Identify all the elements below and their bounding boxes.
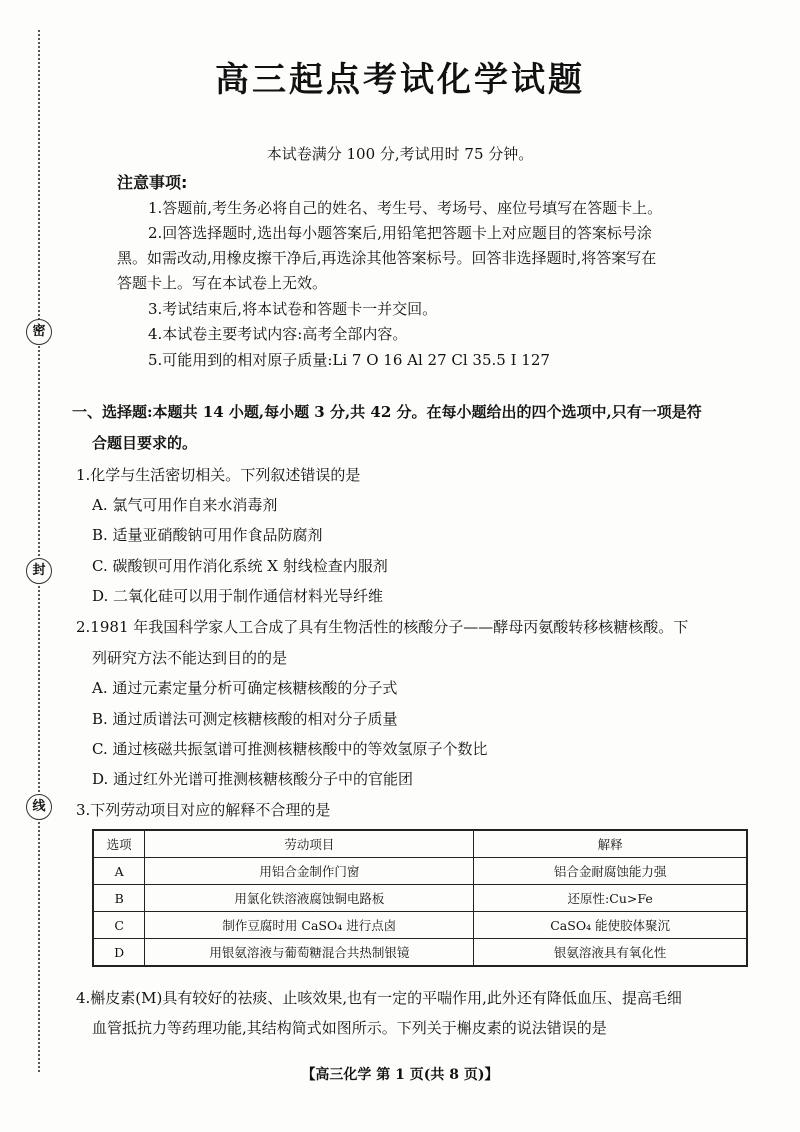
note-line: 5.可能用到的相对原子质量:Li 7 O 16 Al 27 Cl 35.5 I 127 xyxy=(148,351,550,369)
seal-mi: 密 xyxy=(26,319,52,345)
table-cell: 用银氨溶液与葡萄糖混合共热制银镜 xyxy=(145,939,474,967)
table-cell: 银氨溶液具有氧化性 xyxy=(474,939,747,967)
question-3-stem: 3.下列劳动项目对应的解释不合理的是 xyxy=(76,801,331,819)
page-title: 高三起点考试化学试题 xyxy=(215,60,585,100)
table-cell: C xyxy=(93,912,145,939)
seal-feng: 封 xyxy=(26,558,52,584)
table-header: 解释 xyxy=(474,830,747,858)
page-footer: 【高三化学 第 1 页(共 8 页)】 xyxy=(301,1067,499,1083)
section-heading-cont: 合题目要求的。 xyxy=(92,434,198,452)
table-cell: A xyxy=(93,858,145,885)
question-1-option-a: A. 氯气可用作自来水消毒剂 xyxy=(92,496,278,514)
question-4-stem: 4.槲皮素(M)具有较好的祛痰、止咳效果,也有一定的平喘作用,此外还有降低血压、提高毛细 xyxy=(76,989,682,1007)
table-cell: CaSO₄ 能使胶体聚沉 xyxy=(474,912,747,939)
table-cell: 制作豆腐时用 CaSO₄ 进行点卤 xyxy=(145,912,474,939)
question-2-option-b: B. 通过质谱法可测定核糖核酸的相对分子质量 xyxy=(92,710,398,728)
table-cell: B xyxy=(93,885,145,912)
note-line: 黑。如需改动,用橡皮擦干净后,再选涂其他答案标号。回答非选择题时,将答案写在 xyxy=(117,249,657,267)
table-cell: 还原性:Cu>Fe xyxy=(474,885,747,912)
table-header-row xyxy=(93,830,747,858)
binding-dotted-line xyxy=(38,30,40,1072)
question-1-stem: 1.化学与生活密切相关。下列叙述错误的是 xyxy=(76,466,361,484)
note-line: 1.答题前,考生务必将自己的姓名、考生号、考场号、座位号填写在答题卡上。 xyxy=(148,199,663,217)
question-2-option-d: D. 通过红外光谱可推测核糖核酸分子中的官能团 xyxy=(92,770,414,788)
note-line: 2.回答选择题时,选出每小题答案后,用铅笔把答题卡上对应题目的答案标号涂 xyxy=(148,224,652,242)
question-3-table xyxy=(92,829,748,967)
table-cell: 铝合金耐腐蚀能力强 xyxy=(474,858,747,885)
question-1-option-c: C. 碳酸钡可用作消化系统 X 射线检查内服剂 xyxy=(92,557,388,575)
exam-subtitle: 本试卷满分 100 分,考试用时 75 分钟。 xyxy=(266,145,534,163)
question-2-stem-cont: 列研究方法不能达到目的的是 xyxy=(92,649,288,667)
table-row xyxy=(93,912,747,939)
note-line: 3.考试结束后,将本试卷和答题卡一并交回。 xyxy=(148,300,438,318)
table-cell: 用氯化铁溶液腐蚀铜电路板 xyxy=(145,885,474,912)
question-1-option-b: B. 适量亚硝酸钠可用作食品防腐剂 xyxy=(92,526,323,544)
note-line: 4.本试卷主要考试内容:高考全部内容。 xyxy=(148,325,408,343)
section-heading: 一、选择题:本题共 14 小题,每小题 3 分,共 42 分。在每小题给出的四个选项中,只有一项是符 xyxy=(72,403,702,421)
notes-heading: 注意事项: xyxy=(117,173,188,192)
table-cell: D xyxy=(93,939,145,967)
question-1-option-d: D. 二氧化硅可以用于制作通信材料光导纤维 xyxy=(92,587,384,605)
question-2-option-a: A. 通过元素定量分析可确定核糖核酸的分子式 xyxy=(92,679,398,697)
table-cell: 用铝合金制作门窗 xyxy=(145,858,474,885)
table-row xyxy=(93,939,747,967)
note-line: 答题卡上。写在本试卷上无效。 xyxy=(117,274,328,292)
table-row xyxy=(93,858,747,885)
seal-xian: 线 xyxy=(26,794,52,820)
table-header: 劳动项目 xyxy=(145,830,474,858)
question-2-stem: 2.1981 年我国科学家人工合成了具有生物活性的核酸分子——酵母丙氨酸转移核糖核酸。下 xyxy=(76,618,689,636)
question-4-stem-cont: 血管抵抗力等药理功能,其结构简式如图所示。下列关于槲皮素的说法错误的是 xyxy=(92,1019,607,1037)
question-2-option-c: C. 通过核磁共振氢谱可推测核糖核酸中的等效氢原子个数比 xyxy=(92,740,488,758)
table-row xyxy=(93,885,747,912)
table-header: 选项 xyxy=(93,830,145,858)
